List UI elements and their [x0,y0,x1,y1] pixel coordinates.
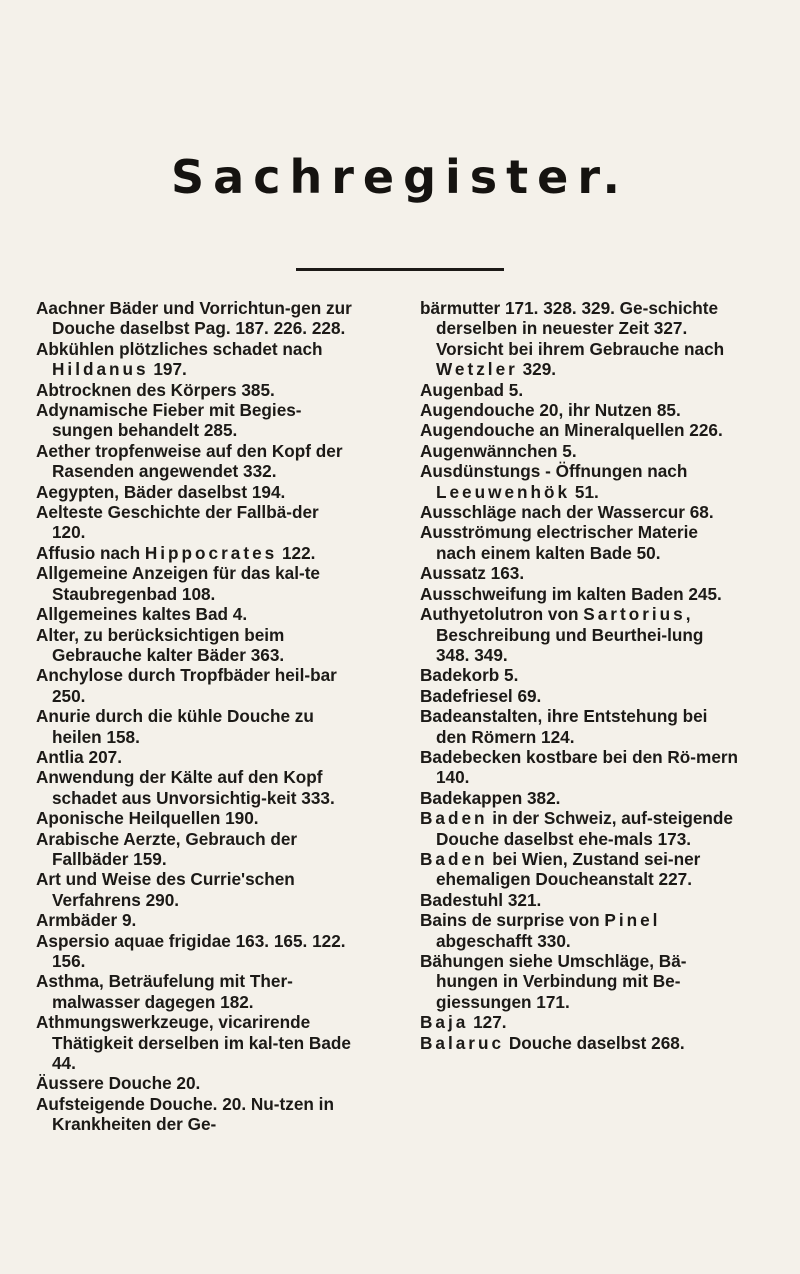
index-entry-text: 51. [570,481,599,502]
index-entry [36,482,356,502]
index-entry [36,706,356,747]
index-entry [36,665,356,706]
index-entry [420,441,740,461]
index-entry-text: , Beschreibung und Beurthei-lung 348. 349. [436,604,704,665]
index-entry [36,502,356,543]
index-entry-text: Affusio nach [36,542,145,563]
index-entry-text: Alter, zu berücksichtigen beim Gebrauche kalter Bäder 363. [36,624,285,665]
index-entry-text: Adynamische Fieber mit Begies-sungen behandelt 285. [36,400,302,441]
index-entry-text: Ausschläge nach der Wassercur 68. [420,502,714,523]
index-entry-text: Ausdünstungs - Öffnungen nach [420,461,688,482]
index-entry [420,604,740,665]
index-entry-text: Badefriesel 69. [420,685,542,706]
index-entry [36,910,356,930]
index-entry-text: Aelteste Geschichte der Fallbä-der 120. [36,502,319,543]
index-column-left [36,298,356,1135]
index-entry-name: Wetzler [436,359,518,380]
index-entry-text: Augendouche 20, ihr Nutzen 85. [420,400,681,421]
index-entry-text: Athmungswerkzeuge, vicarirende Thätigkeit derselben im kal-ten Bade 44. [36,1012,351,1074]
index-entry-text: Antlia 207. [36,746,122,767]
index-entry-text: Äussere Douche 20. [36,1073,201,1094]
index-entry-text: Bains de surprise von [420,910,605,931]
index-entry-text: Bähungen siehe Umschläge, Bä-hungen in Verbindung mit Be-giessungen 171. [420,951,687,1012]
index-entry [36,400,356,441]
index-entry [36,604,356,624]
index-entry-text: Allgemeines kaltes Bad 4. [36,604,248,625]
index-entry-text: bärmutter 171. 328. 329. Ge-schichte derselben in neuester Zeit 327. Vorsicht bei ihrem Gebrauche nach [420,298,725,359]
index-entry [36,339,356,380]
index-entry [420,788,740,808]
index-entry [420,380,740,400]
index-entry-text: Aspersio aquae frigidae 163. 165. 122. 156. [36,930,346,971]
index-entry [36,747,356,767]
index-entry-text: Art und Weise des Currie'schen Verfahrens 290. [36,869,295,910]
index-entry [420,400,740,420]
index-entry-text: abgeschafft 330. [436,930,571,951]
index-entry-text: Allgemeine Anzeigen für das kal-te Staubregenbad 108. [36,563,320,604]
index-entry [420,461,740,502]
index-entry [36,767,356,808]
index-entry [36,808,356,828]
index-entry-text: 197. [148,359,187,380]
index-entry-text: Badekappen 382. [420,787,561,808]
index-entry-text: Douche daselbst 268. [504,1032,685,1053]
index-entry [420,584,740,604]
index-column-right [420,298,740,1053]
index-entry-text: Authyetolutron von [420,604,584,625]
index-entry-text: Aussatz 163. [420,563,525,584]
index-entry-text: Arabische Aerzte, Gebrauch der Fallbäder 159. [36,828,298,869]
index-entry-text: Ausschweifung im kalten Baden 245. [420,583,722,604]
index-entry [420,747,740,788]
index-entry-text: Aponische Heilquellen 190. [36,808,259,829]
index-entry [420,1033,740,1053]
index-entry [36,1094,356,1135]
index-entry-name: Balaruc [420,1032,505,1053]
index-entry [420,563,740,583]
index-entry-text: Badestuhl 321. [420,889,542,910]
index-entry-text: Anwendung der Kälte auf den Kopf schadet aus Unvorsichtig-keit 333. [36,767,335,808]
index-entry [36,931,356,972]
index-entry-text: Augendouche an Mineralquellen 226. [420,420,723,441]
index-entry-text: bei Wien, Zustand sei-ner ehemaligen Doucheanstalt 227. [436,848,701,890]
index-entry-text: Aether tropfenweise auf den Kopf der Rasenden angewendet 332. [36,440,343,482]
index-entry-name: Baden [420,808,488,829]
index-entry-text: Ausströmung electrischer Materie nach einem kalten Bade 50. [420,522,698,563]
index-entry [36,1073,356,1093]
index-entry-name: Leeuwenhök [436,481,571,502]
index-entry [420,522,740,563]
index-entry [420,808,740,849]
index-entry-text: Badebecken kostbare bei den Rö-mern 140. [420,746,739,788]
index-entry [36,1012,356,1073]
index-entry [420,951,740,1012]
index-entry [36,829,356,870]
index-entry-text: Armbäder 9. [36,910,137,931]
index-entry-name: Baden [420,848,488,869]
index-entry [36,298,356,339]
index-entry [420,849,740,890]
index-entry-text: Anchylose durch Tropfbäder heil-bar 250. [36,665,337,706]
index-entry [36,563,356,604]
index-entry-text: Asthma, Beträufelung mit Ther-malwasser dagegen 182. [36,971,293,1012]
index-entry-name: Hippocrates [144,542,278,563]
index-entry-text: Abtrocknen des Körpers 385. [36,379,275,400]
index-entry-text: Abkühlen plötzliches schadet nach [36,338,323,359]
index-entry [420,890,740,910]
index-entry-name: Hildanus [52,359,149,380]
index-entry-text: Augenwännchen 5. [420,440,577,461]
index-entry [420,706,740,747]
index-entry-text: in der Schweiz, auf-steigende Douche daselbst ehe-mals 173. [436,808,733,849]
page-title: Sachregister. [171,150,629,204]
index-entry [420,298,740,380]
index-entry [36,543,356,563]
index-entry-text: Aachner Bäder und Vorrichtun-gen zur Douche daselbst Pag. 187. 226. 228. [36,298,352,339]
index-entry [36,869,356,910]
index-entry-name: Baja [420,1012,469,1033]
index-entry [36,971,356,1012]
index-entry-text: Badekorb 5. [420,665,519,686]
index-entry-text: Augenbad 5. [420,379,524,400]
index-entry [420,1012,740,1032]
index-entry-text: Anurie durch die kühle Douche zu heilen 158. [36,706,314,747]
index-entry-text: Badeanstalten, ihre Entstehung bei den Römern 124. [420,706,708,747]
index-entry-text: 127. [468,1012,507,1033]
index-entry [420,686,740,706]
index-entry-name: Pinel [604,910,661,931]
index-entry [420,502,740,522]
index-entry-name: Sartorius [583,604,686,625]
index-entry-text: Aufsteigende Douche. 20. Nu-tzen in Krankheiten der Ge- [36,1093,334,1135]
index-entry [420,420,740,440]
index-entry [36,625,356,666]
index-entry-text: 329. [517,359,557,380]
index-entry [420,665,740,685]
index-entry-text: 122. [277,542,316,563]
index-entry-text: Aegypten, Bäder daselbst 194. [36,481,286,502]
index-entry [36,380,356,400]
index-entry [36,441,356,482]
title-rule [296,268,504,271]
index-entry [420,910,740,951]
